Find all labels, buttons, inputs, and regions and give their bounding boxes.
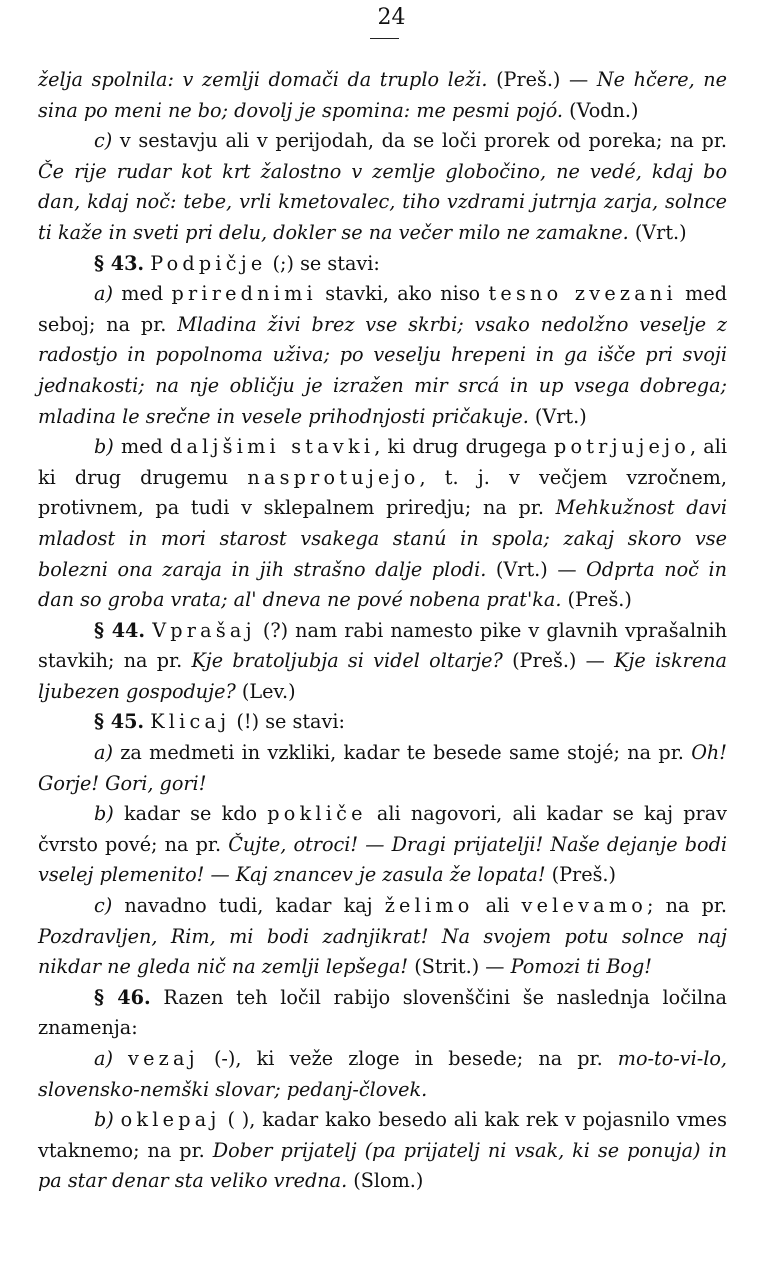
italic-example: Kje bratoljubja si videl oltarje? xyxy=(191,649,503,673)
text-run: stavki, ako niso xyxy=(316,282,489,306)
section-paragraph xyxy=(38,707,727,738)
section-paragraph xyxy=(38,983,727,1044)
spaced-term: potrjujejo xyxy=(553,435,691,459)
text-run: ( ), kadar kako besedo ali kak rek v pojasnilo vmes vtaknemo; na pr. xyxy=(38,1108,727,1162)
text-run: (Slom.) xyxy=(347,1169,424,1193)
text-run: med seboj; na pr. xyxy=(38,282,728,336)
spaced-term: tesno zvezani xyxy=(488,282,677,306)
italic-example: Oh! Gorje! Gori, gori! xyxy=(38,741,727,795)
italic-example: želja spolnila: v zemlji domači da truplo leži. xyxy=(38,68,488,91)
italic-example: a) xyxy=(94,282,113,306)
text-run: ali nagovori, ali kadar se kaj prav čvrsto pové; na pr. xyxy=(38,802,727,856)
italic-example: c) xyxy=(94,129,113,153)
section-number: § 45. xyxy=(94,710,145,734)
paragraph xyxy=(38,279,727,432)
text-run: (-), ki veže zloge in besede; na pr. xyxy=(198,1047,618,1070)
spaced-term: Podpičje xyxy=(150,251,267,275)
italic-example: a) xyxy=(94,1047,113,1070)
section-number: § 44. xyxy=(94,618,146,642)
spaced-term: Vprašaj xyxy=(152,618,256,642)
spaced-term: daljšimi stavki xyxy=(169,435,375,459)
text-run: (Vrt.) — xyxy=(486,557,587,581)
italic-example: a) xyxy=(94,741,113,765)
text-run: v sestavju ali v perijodah, da se loči prorek od poreka; na pr. xyxy=(112,129,727,153)
text-run: ali xyxy=(473,894,522,918)
text-run: med xyxy=(112,282,172,306)
spaced-term: želimo xyxy=(384,894,474,918)
paragraph xyxy=(38,891,727,983)
text-run: kadar se kdo xyxy=(113,802,268,826)
spaced-term: vezaj xyxy=(128,1047,199,1070)
italic-example: b) xyxy=(94,435,114,459)
text-run: (Lev.) xyxy=(235,679,296,703)
paragraph xyxy=(38,738,727,799)
italic-example: b) xyxy=(94,1108,114,1132)
italic-example: Čujte, otroci! — Dragi prijatelji! Naše dejanje bodi vselej plemenito! — Kaj znancev je zasula že lopata! xyxy=(38,832,728,887)
italic-example: Odprta noč in dan so groba vrata; al' dneva ne pové nobena prat'ka. xyxy=(38,557,727,612)
section-paragraph xyxy=(38,616,727,708)
text-run: (Strit.) — xyxy=(408,955,511,979)
text-run: (Preš.) xyxy=(561,588,632,612)
italic-example: Če rije rudar kot krt žalostno v zemlje globočino, ne vedé, kdaj bo dan, kdaj noč: tebe, vrli kmetovalec, tiho vzdrami jutrnja zarja, solnce ti kaže in sveti pri delu, dokler se na večer milo ne zamakne. xyxy=(38,159,727,244)
spaced-term: velevamo xyxy=(521,894,648,918)
italic-example: Pozdravljen, Rim, mi bodi zadnjikrat! Na svojem potu solnce naj nikdar ne gleda nič na zemlji lepšega! xyxy=(38,924,727,979)
text-run: ; na pr. xyxy=(647,894,728,918)
spaced-term: Klicaj xyxy=(150,710,231,734)
paragraph xyxy=(38,432,727,616)
section-number: § 43. xyxy=(94,251,145,275)
italic-example: Mehkužnost davi mladost in mori starost vsakega stanú in spola; zakaj skoro vse bolezni ona zaraja in jih strašno dalje plodi. xyxy=(38,496,727,581)
italic-example: Kje iskrena ljubezen gospoduje? xyxy=(38,649,727,703)
text-run: (;) se stavi: xyxy=(266,251,380,275)
text-run: med xyxy=(113,435,170,459)
text-run xyxy=(113,1047,128,1070)
section-number: § 46. xyxy=(94,985,151,1009)
text-run: (Preš.) — xyxy=(502,649,615,673)
paragraph xyxy=(38,65,727,126)
text-run xyxy=(114,1108,121,1131)
text-run: (Preš.) xyxy=(545,863,617,887)
paragraph xyxy=(38,799,727,891)
text-run: (?) nam rabi namesto pike v glavnih vprašalnih stavkih; na pr. xyxy=(38,618,727,673)
spaced-term: nasprotujejo xyxy=(247,465,420,489)
text-run: (Vrt.) xyxy=(628,220,687,244)
spaced-term: prirednimi xyxy=(171,282,317,306)
header-rule xyxy=(370,38,399,39)
italic-example: c) xyxy=(94,894,113,918)
paragraph xyxy=(38,1105,727,1197)
page-number: 24 xyxy=(377,5,406,30)
text-run: za medmeti in vzkliki, kadar te besede same stojé; na pr. xyxy=(112,741,692,765)
italic-example: Mladina živi brez vse skrbi; vsako nedolžno veselje z radostjo in popolnoma uživa; po veselju hrepeni in ga išče pri svoji jednakosti; na nje obličju je izražen mir srcá in up vsega dobrega; mladina le srečne in vesele prihodnjosti pričakuje. xyxy=(38,312,727,428)
text-run: (!) se stavi: xyxy=(230,710,345,734)
spaced-term: pokliče xyxy=(267,802,367,826)
italic-example: mo-to-vi-lo, slovensko-nemški slovar; pedanj-človek. xyxy=(38,1047,727,1101)
paragraph xyxy=(38,1044,727,1105)
spaced-term: oklepaj xyxy=(120,1108,221,1132)
text-run: (Preš.) — xyxy=(487,68,597,91)
text-run: , ki drug drugega xyxy=(374,435,554,459)
body-text xyxy=(38,65,727,1197)
text-run: , t. j. v večjem vzročnem, protivnem, pa tudi v sklepalnem priredju; na pr. xyxy=(38,465,727,520)
paragraph xyxy=(38,126,727,248)
text-run: Razen teh ločil rabijo slovenščini še naslednja ločilna znamenja: xyxy=(38,985,727,1040)
section-paragraph xyxy=(38,249,727,280)
text-run: (Vrt.) xyxy=(528,404,587,428)
italic-example: Dober prijatelj (pa prijatelj ni vsak, ki se ponuja) in pa star denar sta veliko vredna. xyxy=(38,1138,727,1193)
italic-example: Pomozi ti Bog! xyxy=(510,955,652,979)
italic-example: Ne hčere, ne sina po meni ne bo; dovolj je spomina: me pesmi pojó. xyxy=(38,68,727,122)
page-header xyxy=(38,5,727,39)
text-run: , ali ki drug drugemu xyxy=(38,435,728,489)
text-run: navadno tudi, kadar kaj xyxy=(112,894,385,918)
text-run: (Vodn.) xyxy=(563,98,639,122)
italic-example: b) xyxy=(94,802,114,826)
